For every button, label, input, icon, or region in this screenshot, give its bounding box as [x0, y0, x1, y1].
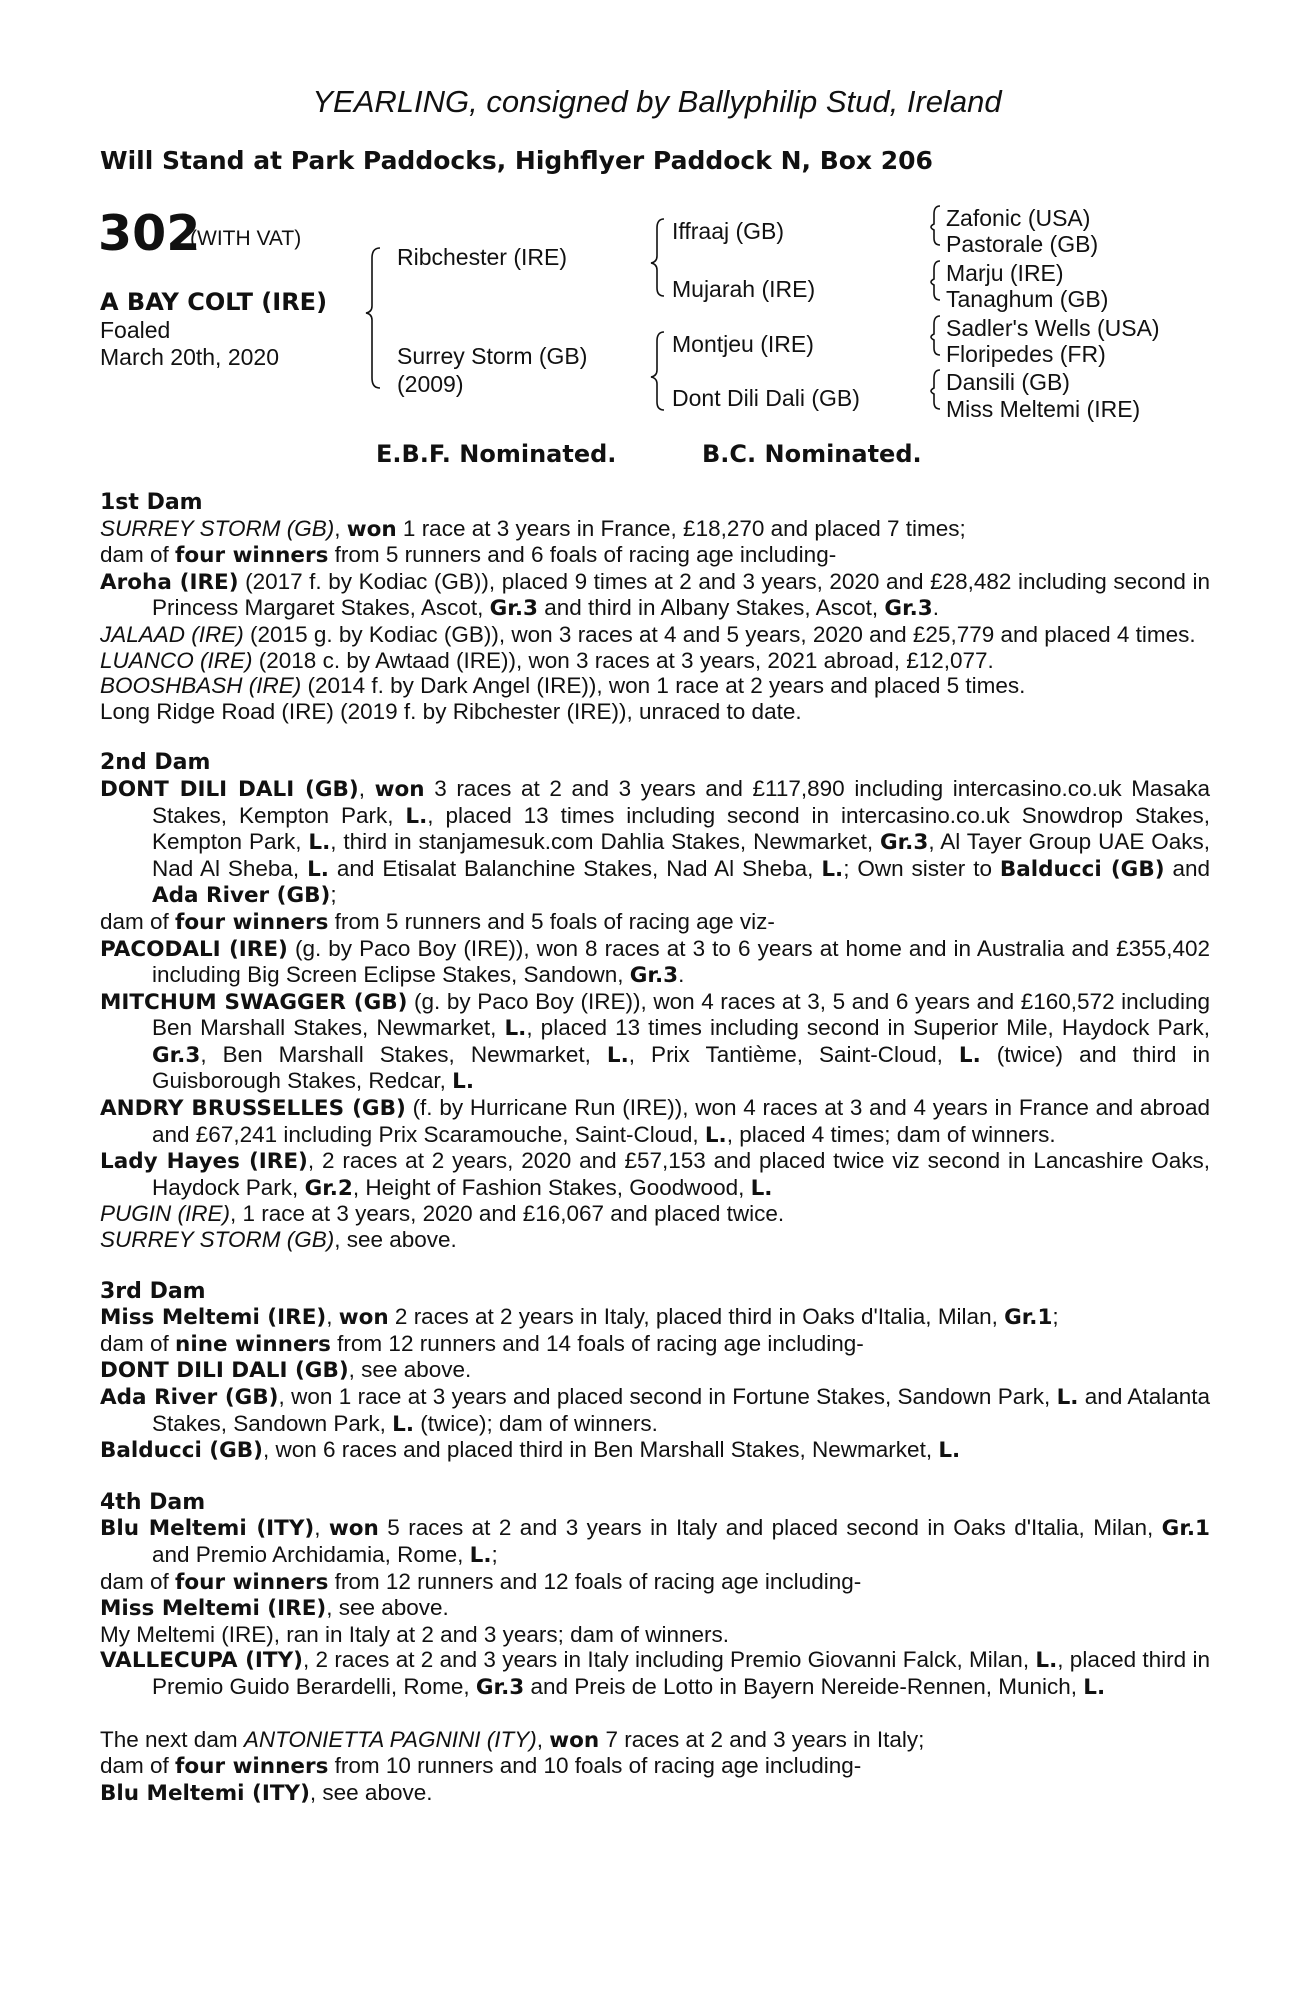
vat-label: (WITH VAT) — [190, 227, 302, 250]
second-dam-produce-summary: dam of four winners from 5 runners and 5 foals of racing age viz- — [100, 908, 775, 935]
foaled-date: March 20th, 2020 — [100, 344, 280, 370]
produce-mitchum-swagger: MITCHUM SWAGGER (GB) (g. by Paco Boy (IRE)), won 4 races at 3, 5 and 6 years and £160,572 including Ben Marshall Stakes, Newmarket, L., placed 13 times including second in Superior Mile, Haydock Park, Gr.3, Ben Marshall Stakes, Newmarket, L., Prix Tantième, Saint-Cloud, L. (twice) and third in Guisborough Stakes, Redcar, L. — [100, 988, 1211, 1095]
produce-pacodali: PACODALI (IRE) (g. by Paco Boy (IRE)), won 8 races at 3 to 6 years at home and in Australia and £355,402 including Big Screen Eclipse Stakes, Sandown, Gr.3. — [100, 935, 1210, 989]
produce-lady-hayes: Lady Hayes (IRE), 2 races at 2 years, 2020 and £57,153 and placed twice viz second in Lancashire Oaks, Haydock Park, Gr.2, Height of Fashion Stakes, Goodwood, L. — [100, 1148, 1210, 1201]
produce-balducci: Balducci (GB), won 6 races and placed third in Ben Marshall Stakes, Newmarket, L. — [100, 1437, 961, 1464]
next-dam-record: The next dam ANTONIETTA PAGNINI (ITY), won 7 races at 2 and 3 years in Italy; — [100, 1726, 925, 1753]
pedigree-gen3-3: Marju (IRE) — [946, 260, 1064, 286]
first-dam-record: SURREY STORM (GB), won 1 race at 3 years in France, £18,270 and placed 7 times; — [100, 515, 966, 542]
fourth-dam-heading: 4th Dam — [100, 1489, 206, 1515]
produce-jalaad: JALAAD (IRE) (2015 g. by Kodiac (GB)), won 3 races at 4 and 5 years, 2020 and £25,779 and placed 4 times. — [100, 621, 1196, 647]
pedigree-gen2-4: Dont Dili Dali (GB) — [672, 385, 860, 411]
third-dam-produce-summary: dam of nine winners from 12 runners and 14 foals of racing age including- — [100, 1330, 864, 1357]
dam-produce-record — [100, 490, 1210, 1806]
first-dam-heading: 1st Dam — [100, 490, 203, 515]
pedigree-gen2-3: Montjeu (IRE) — [672, 331, 814, 357]
foaled-label: Foaled — [100, 317, 171, 343]
lot-number: 302 — [98, 205, 201, 262]
catalogue-title: YEARLING, consigned by Ballyphilip Stud, Ireland — [312, 84, 1002, 119]
pedigree-gen3-8: Miss Meltemi (IRE) — [946, 396, 1141, 422]
first-dam-produce-summary: dam of four winners from 5 runners and 6 foals of racing age including- — [100, 542, 837, 569]
fourth-dam-record: Blu Meltemi (ITY), won 5 races at 2 and 3 years in Italy and placed second in Oaks d'Italia, Milan, Gr.1 and Premio Archidamia, Rome, L.; — [100, 1515, 1210, 1568]
produce-blu-meltemi: Blu Meltemi (ITY), see above. — [100, 1779, 433, 1806]
produce-booshbash: BOOSHBASH (IRE) (2014 f. by Dark Angel (IRE)), won 1 race at 2 years and placed 5 times. — [100, 673, 1026, 699]
produce-aroha: Aroha (IRE) (2017 f. by Kodiac (GB)), placed 9 times at 2 and 3 years, 2020 and £28,482 including second in Princess Margaret Stakes, Ascot, Gr.3 and third in Albany Stakes, Ascot, Gr.3. — [100, 568, 1210, 622]
produce-ada-river: Ada River (GB), won 1 race at 3 years and placed second in Fortune Stakes, Sandown Park, L. and Atalanta Stakes, Sandown Park, L. (twice); dam of winners. — [100, 1384, 1210, 1437]
ebf-nomination: E.B.F. Nominated. — [376, 440, 617, 468]
pedigree-gen2-1: Iffraaj (GB) — [672, 218, 785, 244]
produce-my-meltemi: My Meltemi (IRE), ran in Italy at 2 and 3 years; dam of winners. — [100, 1621, 729, 1647]
produce-andry-brusselles: ANDRY BRUSSELLES (GB) (f. by Hurricane Run (IRE)), won 4 races at 3 and 4 years in France and abroad and £67,241 including Prix Scaramouche, Saint-Cloud, L., placed 4 times; dam of winners. — [100, 1095, 1210, 1148]
pedigree-gen3-4: Tanaghum (GB) — [946, 286, 1109, 312]
produce-dont-dili-dali: DONT DILI DALI (GB), see above. — [100, 1357, 472, 1384]
pedigree-gen3-6: Floripedes (FR) — [946, 341, 1106, 367]
pedigree-brackets — [0, 0, 1314, 440]
dam-name: Surrey Storm (GB) — [397, 343, 588, 369]
lot-description: A BAY COLT (IRE) — [100, 288, 328, 316]
third-dam-heading: 3rd Dam — [100, 1278, 206, 1304]
produce-miss-meltemi: Miss Meltemi (IRE), see above. — [100, 1595, 449, 1622]
pedigree-gen2-2: Mujarah (IRE) — [672, 276, 816, 302]
pedigree-gen3-1: Zafonic (USA) — [946, 205, 1091, 231]
produce-pugin: PUGIN (IRE), 1 race at 3 years, 2020 and £16,067 and placed twice. — [100, 1201, 785, 1227]
pedigree-gen3-5: Sadler's Wells (USA) — [946, 315, 1160, 341]
produce-surrey-storm: SURREY STORM (GB), see above. — [100, 1227, 457, 1253]
second-dam-record: DONT DILI DALI (GB), won 3 races at 2 and 3 years and £117,890 including intercasino.co.uk Masaka Stakes, Kempton Park, L., placed 13 times including second in intercasino.co.uk Snowdrop Stakes, Kempton Park, L., third in stanjamesuk.com Dahlia Stakes, Newmarket, Gr.3, Al Tayer Group UAE Oaks, Nad Al Sheba, L. and Etisalat Balanchine Stakes, Nad Al Sheba, L.; Own sister to Balducci (GB) and Ada River (GB); — [100, 775, 1210, 909]
produce-long-ridge-road: Long Ridge Road (IRE) (2019 f. by Ribchester (IRE)), unraced to date. — [100, 698, 802, 724]
second-dam-heading: 2nd Dam — [100, 750, 211, 776]
stand-location: Will Stand at Park Paddocks, Highflyer Paddock N, Box 206 — [100, 146, 933, 175]
fourth-dam-produce-summary: dam of four winners from 12 runners and 12 foals of racing age including- — [100, 1568, 862, 1595]
next-dam-produce-summary: dam of four winners from 10 runners and 10 foals of racing age including- — [100, 1753, 862, 1780]
pedigree-gen3-7: Dansili (GB) — [946, 369, 1070, 395]
sire-name: Ribchester (IRE) — [397, 244, 567, 270]
produce-vallecupa: VALLECUPA (ITY), 2 races at 2 and 3 years in Italy including Premio Giovanni Falck, Milan, L., placed third in Premio Guido Berardelli, Rome, Gr.3 and Preis de Lotto in Bayern Nereide-Rennen, Munich, L. — [100, 1647, 1210, 1700]
third-dam-record: Miss Meltemi (IRE), won 2 races at 2 years in Italy, placed third in Oaks d'Italia, Milan, Gr.1; — [100, 1304, 1059, 1331]
produce-luanco: LUANCO (IRE) (2018 c. by Awtaad (IRE)), won 3 races at 3 years, 2021 abroad, £12,077. — [100, 647, 994, 673]
dam-foaled-year: (2009) — [397, 371, 464, 397]
pedigree-gen3-2: Pastorale (GB) — [946, 231, 1099, 257]
bc-nomination: B.C. Nominated. — [702, 440, 922, 468]
